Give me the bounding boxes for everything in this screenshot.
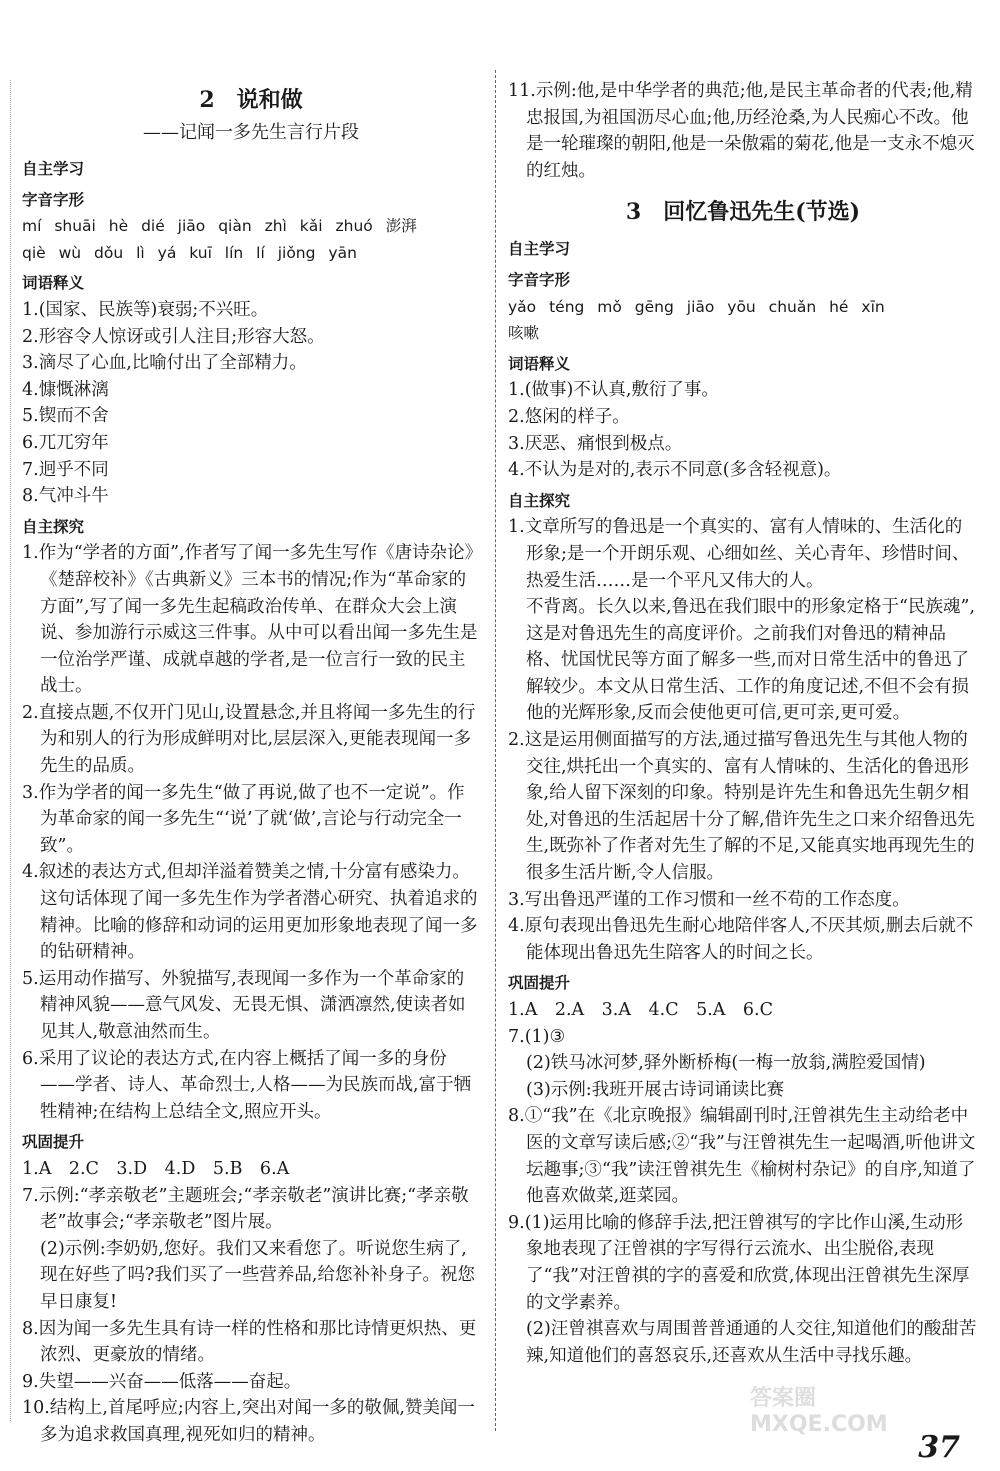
answer-item: (2)汪曾祺喜欢与周围普普通通的人交往,知道他们的酸甜苦辣,知道他们的喜怒哀乐,还喜欢从生活中寻找乐趣。 <box>526 1319 977 1366</box>
lesson-subtitle: ——记闻一多先生言行片段 <box>143 122 359 143</box>
definition-item: 5.锲而不舍 <box>22 406 109 427</box>
definition-item: 6.兀兀穷年 <box>22 432 109 453</box>
answer-item: 4.原句表现出鲁迅先生耐心地陪伴客人,不厌其烦,删去后就不能体现出鲁迅先生陪客人的时间之长。 <box>508 916 974 963</box>
answer-item: (2)示例:李奶奶,您好。我们又来看您了。听说您生病了,现在好些了吗?我们买了一些营养品,给您补补身子。祝您早日康复! <box>40 1238 475 1312</box>
answer-item: 1.作为“学者的方面”,作者写了闻一多先生写作《唐诗杂论》《楚辞校补》《古典新义》三本书的情况;作为“革命家的方面”,写了闻一多先生起稿政治传单、在群众大会上演说、参加游行示威这三件事。从中可以看出闻一多先生是一位治学严谨、成就卓越的学者,是一位言行一致的民主战士。 <box>22 543 478 697</box>
page-number: 37 <box>918 1430 960 1465</box>
definition-item: 3.滴尽了心血,比喻付出了全部精力。 <box>22 353 307 374</box>
section-heading: 自主学习 <box>22 160 85 178</box>
answer-item: 1.A 2.C 3.D 4.D 5.B 6.A <box>22 1158 290 1179</box>
answer-item: 2.直接点题,不仅开门见山,设置悬念,并且将闻一多先生的行为和别人的行为形成鲜明对比,层层深入,更能表现闻一多先生的品质。 <box>22 702 476 777</box>
answer-item: 5.运用动作描写、外貌描写,表现闻一多作为一个革命家的精神风貌——意气风发、无畏无惧、潇洒凛然,使读者如见其人,敬意油然而生。 <box>22 968 466 1042</box>
answer-item: (2)铁马冰河梦,驿外断桥梅(一梅一放翁,满腔爱国情) <box>526 1053 926 1074</box>
answer-item: 9.失望——兴奋——低落——奋起。 <box>22 1371 302 1392</box>
section-heading: 自主探究 <box>22 517 85 536</box>
answer-item: 不背离。长久以来,鲁迅在我们眼中的形象定格于“民族魂”,这是对鲁迅先生的高度评价。之前我们对鲁迅的精神品格、忧国忧民等方面了解多一些,而对日常生活中的鲁迅了解较少。本文从日常生活、工作的角度记述,不但不会有损他的光辉形象,反而会使他更可信,更可亲,更可爱。 <box>526 597 976 724</box>
subsection-heading: 字音字形 <box>22 190 85 209</box>
answer-item: 1.文章所写的鲁迅是一个真实的、富有人情味的、生活化的形象;是一个开朗乐观、心细如丝、关心青年、珍惜时间、热爱生活……是一个平凡又伟大的人。 <box>508 517 970 591</box>
definition-item: 4.不认为是对的,表示不同意(多含轻视意)。 <box>508 460 842 481</box>
answer-item: 1.A 2.A 3.A 4.C 5.A 6.C <box>508 1000 774 1020</box>
definition-item: 7.迥乎不同 <box>22 459 109 480</box>
pinyin-line: qiè wù dǒu lì yá kuī lín lí jiǒng yān <box>22 243 357 262</box>
answer-item: (3)示例:我班开展古诗词诵读比赛 <box>526 1079 785 1100</box>
answer-item: 11.示例:他,是中华学者的典范;他,是民主革命者的代表;他,精忠报国,为祖国沥尽心血;他,历经沧桑,为人民痴心不改。他是一轮璀璨的朝阳,他是一朵傲霜的菊花,他是一支永不熄灭的红烛。 <box>508 81 975 181</box>
answer-item: 7.(1)③ <box>508 1026 566 1047</box>
subsection-heading: 字音字形 <box>508 270 571 289</box>
definition-item: 2.形容令人惊讶或引人注目;形容大怒。 <box>22 326 325 347</box>
answer-item: 8.因为闻一多先生具有诗一样的性格和那比诗情更炽热、更浓烈、更豪放的情绪。 <box>22 1318 477 1366</box>
left-column <box>22 78 480 1449</box>
section-heading: 自主探究 <box>508 491 571 510</box>
right-column <box>508 78 978 1369</box>
section-heading: 巩固提升 <box>508 974 571 993</box>
subsection-heading: 词语释义 <box>508 354 571 373</box>
definition-item: 4.慷慨淋漓 <box>22 379 109 400</box>
definition-item: 3.厌恶、痛恨到极点。 <box>508 433 683 454</box>
subsection-heading: 词语释义 <box>22 274 85 293</box>
answer-item: 4.叙述的表达方式,但却洋溢着赞美之情,十分富有感染力。这句话体现了闻一多先生作为学者潜心研究、执着追求的精神。比喻的修辞和动词的运用更加形象地表现了闻一多的钻研精神。 <box>22 862 478 963</box>
pinyin-line: yǎo téng mǒ gēng jiāo yōu chuǎn hé xīn <box>508 297 885 316</box>
section-heading: 自主学习 <box>508 240 571 259</box>
definition-item: 1.(国家、民族等)衰弱;不兴旺。 <box>22 299 269 320</box>
definition-item: 1.(做事)不认真,敷衍了事。 <box>508 380 719 401</box>
definition-item: 2.悠闲的样子。 <box>508 406 630 427</box>
answer-item: 6.采用了议论的表达方式,在内容上概括了闻一多的身份——学者、诗人、革命烈士,人格——为民族而战,富于牺牲精神;在结构上总结全文,照应开头。 <box>22 1048 472 1122</box>
pinyin-line: mí shuāi hè dié jiāo qiàn zhì kǎi zhuó 澎湃 <box>22 217 417 236</box>
section-heading: 巩固提升 <box>22 1133 85 1152</box>
answer-item: 9.(1)运用比喻的修辞手法,把汪曾祺写的字比作山溪,生动形象地表现了汪曾祺的字写得行云流水、出尘脱俗,表现了“我”对汪曾祺的字的喜爱和欣赏,体现出汪曾祺先生深厚的文学素养。 <box>508 1212 970 1313</box>
answer-item: 10.结构上,首尾呼应;内容上,突出对闻一多的敬佩,赞美闻一多为追求救国真理,视死如归的精神。 <box>22 1398 475 1445</box>
answer-item: 8.①“我”在《北京晚报》编辑副刊时,汪曾祺先生主动给老中医的文章写读后感;②“我”与汪曾祺先生一起喝酒,听他讲文坛趣事;③“我”读汪曾祺先生《榆树村杂记》的自序,知道了他喜欢做菜,逛菜园。 <box>508 1106 976 1207</box>
answer-item: 2.这是运用侧面描写的方法,通过描写鲁迅先生与其他人物的交往,烘托出一个真实的、富有人情味的、生活化的鲁迅形象,给人留下深刻的印象。特别是许先生和鲁迅先生朝夕相处,对鲁迅的生活起居十分了解,借许先生之口来介绍鲁迅先生,既弥补了作者对先生了解的不足,又能真实地再现先生的很多生活片断,令人信服。 <box>508 730 975 884</box>
definition-item: 8.气冲斗牛 <box>22 486 109 507</box>
watermark-logo: 答案圈 MXQE.COM <box>750 1386 888 1437</box>
lesson-title: 3 回忆鲁迅先生(节选) <box>625 199 861 226</box>
answer-item: 3.写出鲁迅严谨的工作习惯和一丝不苟的工作态度。 <box>508 889 910 910</box>
binding-edge <box>10 80 11 1421</box>
pinyin-line: 咳嗽 <box>508 324 540 343</box>
lesson-title: 2 说和做 <box>199 87 303 113</box>
answer-item: 3.作为学者的闻一多先生“做了再说,做了也不一定说”。作为革命家的闻一多先生“‘说’了就‘做’,言论与行动完全一致”。 <box>22 782 465 856</box>
answer-item: 7.示例:“孝亲敬老”主题班会;“孝亲敬老”演讲比赛;“孝亲敬老”故事会;“孝亲敬老”图片展。 <box>22 1185 469 1233</box>
column-divider <box>495 70 496 1431</box>
